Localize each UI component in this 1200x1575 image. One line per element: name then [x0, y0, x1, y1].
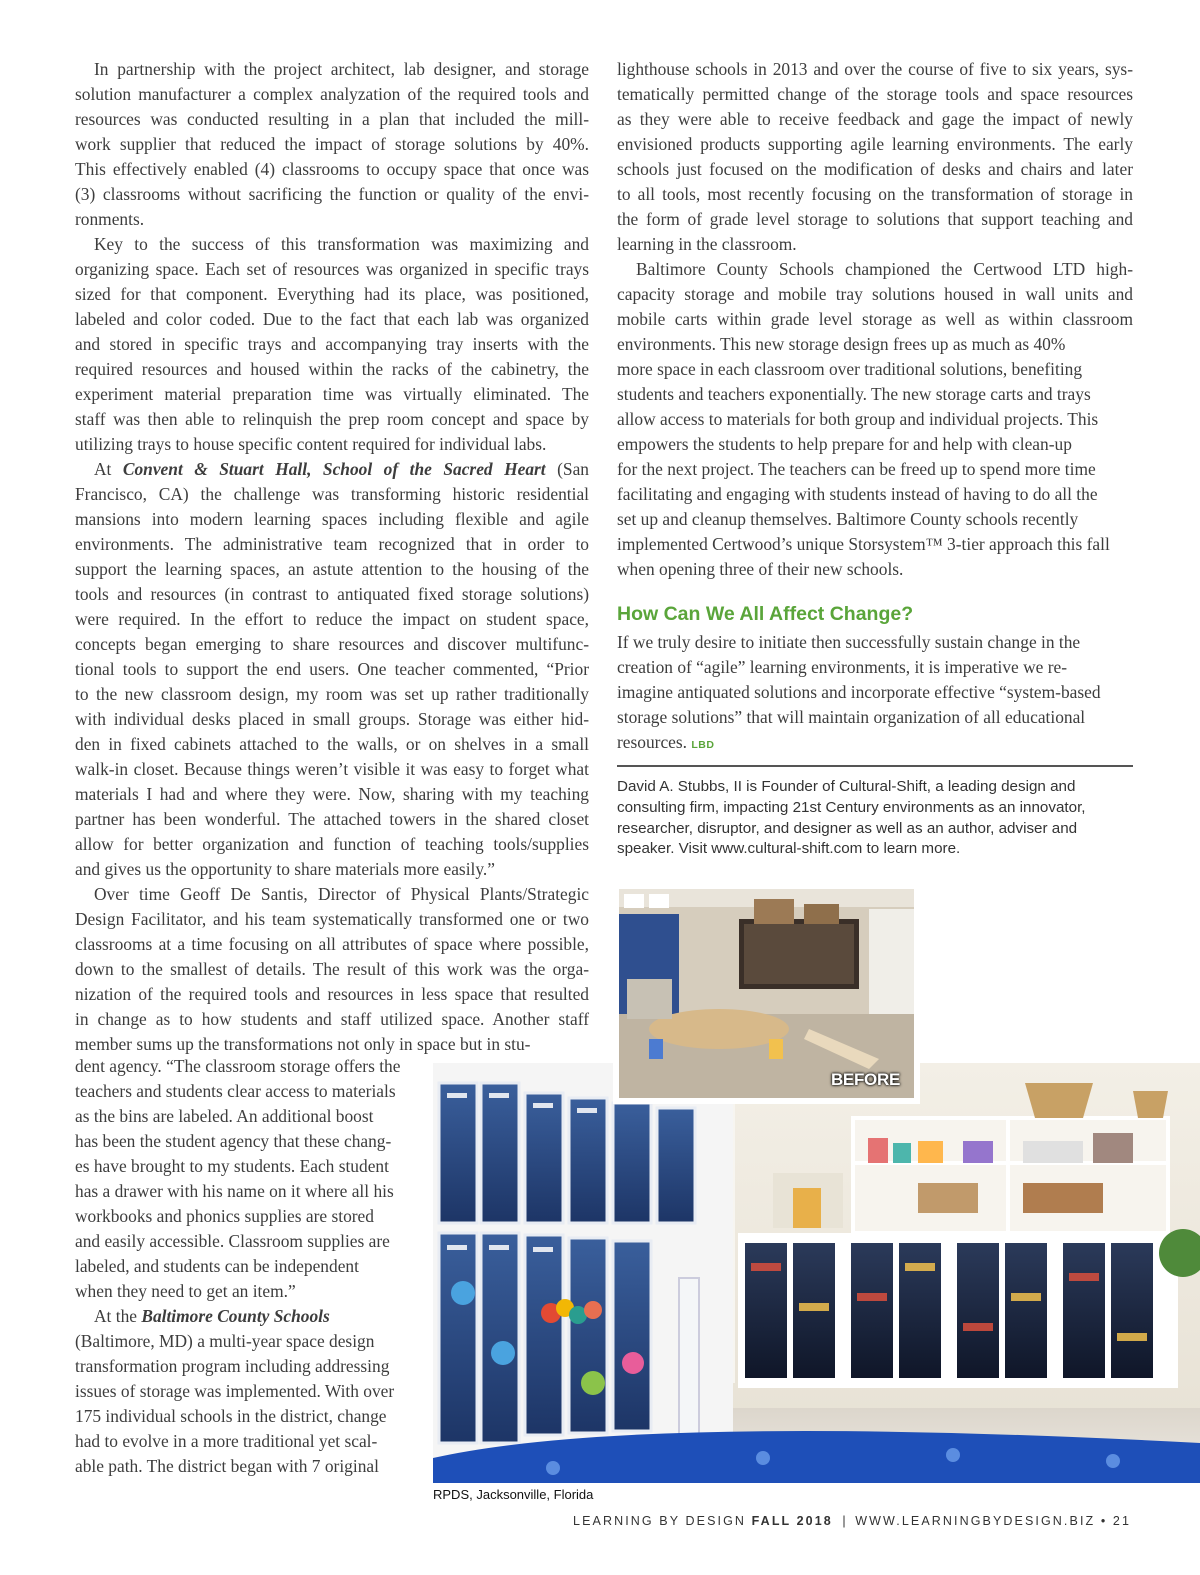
text-line	[617, 132, 1133, 157]
text-line	[75, 982, 589, 1007]
text-run: (Baltimore, MD) a multi-year space design	[75, 1331, 375, 1351]
text-run: tional tools to support the end users. One teacher commented, “Prior	[75, 659, 589, 679]
text-line	[617, 457, 1133, 482]
text-run: Francisco, CA) the challenge was transforming historic residential	[75, 484, 589, 504]
magazine-name: LEARNING BY DESIGN	[573, 1514, 747, 1528]
text-line	[617, 307, 1133, 332]
text-line	[75, 207, 589, 232]
text-line	[75, 657, 589, 682]
text-line	[75, 1204, 411, 1229]
text-run: and gives us the opportunity to share materials more easily.”	[75, 859, 495, 879]
text-run: when opening three of their new schools.	[617, 559, 904, 579]
text-line	[75, 357, 589, 382]
text-run: materials I had and where they were. Now, sharing with my teaching	[75, 784, 589, 804]
footer-divider: |	[842, 1514, 846, 1528]
text-line	[75, 732, 589, 757]
text-run: labeled, and students can be independent	[75, 1256, 359, 1276]
text-run: issues of storage was implemented. With over	[75, 1381, 395, 1401]
text-line	[75, 1454, 411, 1479]
text-line	[75, 1279, 411, 1304]
footer-bullet: •	[1100, 1514, 1108, 1528]
text-line	[617, 207, 1133, 232]
text-line	[75, 307, 589, 332]
text-line	[617, 407, 1133, 432]
text-line	[617, 680, 1133, 705]
text-run: organizing space. Each set of resources was organized in specific trays	[75, 259, 589, 279]
text-line	[617, 232, 1133, 257]
text-line	[75, 332, 589, 357]
school-name-emphasis: Convent & Stuart Hall, School of the Sacred Heart	[122, 459, 546, 479]
text-line	[75, 1254, 411, 1279]
text-line	[617, 157, 1133, 182]
text-run: walk-in closet. Because things weren’t visible it was easy to forget what	[75, 759, 589, 779]
bio-line: researcher, disruptor, and designer as well as an author, adviser and	[617, 819, 1078, 837]
text-run: nization of the required tools and resources in less space that resulted	[75, 984, 589, 1004]
text-run: classrooms at a time focusing on all attributes of space where possible,	[75, 934, 589, 954]
text-line	[75, 457, 589, 482]
right-column-text	[617, 57, 1133, 582]
left-column-text	[75, 57, 589, 1057]
text-run: as the bins are labeled. An additional boost	[75, 1106, 374, 1126]
text-run: labeled and color coded. Due to the fact that each lab was organized	[75, 309, 589, 329]
text-run: envisioned products supporting agile learning environments. The early	[617, 134, 1133, 154]
text-line	[75, 57, 589, 82]
text-line	[75, 107, 589, 132]
text-run: teachers and students clear access to materials	[75, 1081, 396, 1101]
text-line	[75, 1429, 411, 1454]
text-line	[75, 632, 589, 657]
text-line	[75, 807, 589, 832]
website-url: WWW.LEARNINGBYDESIGN.BIZ	[855, 1514, 1096, 1528]
text-run: sized for that component. Everything had its place, was positioned,	[75, 284, 589, 304]
text-run: If we truly desire to initiate then successfully sustain change in the	[617, 632, 1081, 652]
text-run: experiment material preparation time was virtually eliminated. The	[75, 384, 589, 404]
text-line	[75, 1229, 411, 1254]
text-run: es have brought to my students. Each student	[75, 1156, 389, 1176]
text-line	[617, 655, 1133, 680]
text-line	[75, 707, 589, 732]
text-run: the form of grade level storage to solutions that support teaching and	[617, 209, 1133, 229]
text-line	[75, 257, 589, 282]
text-run: empowers the students to help prepare for and help with clean-up	[617, 434, 1072, 454]
text-run: resources was conducted resulting in a plan that included the mill-	[75, 109, 589, 129]
text-line	[75, 932, 589, 957]
text-line	[617, 282, 1133, 307]
text-run: support the learning spaces, an astute attention to the housing of the	[75, 559, 589, 579]
text-run: has a drawer with his name on it where all his	[75, 1181, 394, 1201]
text-run: set up and cleanup themselves. Baltimore County schools recently	[617, 509, 1079, 529]
page-number: 21	[1112, 1514, 1131, 1528]
text-run: Over time Geoff De Santis, Director of Physical Plants/Strategic	[94, 884, 589, 904]
text-line	[617, 257, 1133, 282]
text-line	[75, 432, 589, 457]
text-run: ronments.	[75, 209, 145, 229]
text-line	[75, 582, 589, 607]
text-run: In partnership with the project architect, lab designer, and storage	[94, 59, 589, 79]
text-run: Design Facilitator, and his team systematically transformed one or two	[75, 909, 589, 929]
photo-caption: RPDS, Jacksonville, Florida	[433, 1487, 594, 1502]
text-run: Key to the success of this transformation was maximizing and	[94, 234, 589, 254]
text-run: den in fixed cabinets attached to the walls, or on shelves in a small	[75, 734, 589, 754]
text-line	[617, 432, 1133, 457]
section-body-text	[617, 630, 1133, 758]
text-run: able path. The district began with 7 original	[75, 1456, 379, 1476]
text-run: staff was then able to relinquish the prep room concept and space by	[75, 409, 589, 429]
text-line	[75, 1379, 411, 1404]
text-line	[617, 57, 1133, 82]
text-line	[75, 1329, 411, 1354]
text-run: allow for better organization and function of teaching tools/supplies	[75, 834, 589, 854]
end-mark-lbd: LBD	[691, 739, 715, 751]
text-run: tematically permitted change of the storage tools and space resources	[617, 84, 1133, 104]
text-run: learning in the classroom.	[617, 234, 797, 254]
text-line	[617, 482, 1133, 507]
text-run: to the new classroom design, my room was set up rather traditionally	[75, 684, 589, 704]
text-run: (San	[545, 459, 589, 479]
text-line	[75, 157, 589, 182]
text-line	[75, 1054, 411, 1079]
text-run: member sums up the transformations not only in space but in stu-	[75, 1034, 531, 1054]
text-run: in change as to how students and staff utilized space. Another staff	[75, 1009, 589, 1029]
text-line	[75, 132, 589, 157]
text-line	[75, 507, 589, 532]
text-line	[75, 1354, 411, 1379]
text-run: were required. In the effort to reduce the impact on student space,	[75, 609, 589, 629]
text-line	[75, 1007, 589, 1032]
text-run: partner has been wonderful. The attached towers in the shared closet	[75, 809, 589, 829]
text-run: solution manufacturer a complex analyzation of the required tools and	[75, 84, 589, 104]
text-run: when they need to get an item.”	[75, 1281, 296, 1301]
text-run: for the next project. The teachers can be freed up to spend more time	[617, 459, 1096, 479]
before-label: BEFORE	[830, 1070, 900, 1089]
text-line	[75, 682, 589, 707]
text-line	[617, 382, 1133, 407]
text-run: down to the smallest of details. The result of this work was the orga-	[75, 959, 589, 979]
text-line	[617, 182, 1133, 207]
text-run: environments. This new storage design frees up as much as 40%	[617, 334, 1066, 354]
text-line	[75, 882, 589, 907]
left-column-text-wrap	[75, 1054, 411, 1479]
text-line	[75, 532, 589, 557]
text-run: more space in each classroom over traditional solutions, benefiting	[617, 359, 1083, 379]
text-run: (3) classrooms without sacrificing the function or quality of the envi-	[75, 184, 589, 204]
text-run: resources.	[617, 732, 692, 752]
issue-label: FALL 2018	[751, 1514, 833, 1528]
text-line	[617, 82, 1133, 107]
text-line	[75, 482, 589, 507]
text-line	[75, 1104, 411, 1129]
text-line	[617, 630, 1133, 655]
bio-line: David A. Stubbs, II is Founder of Cultural-Shift, a leading design and	[617, 778, 1076, 795]
text-line	[617, 357, 1133, 382]
section-heading: How Can We All Affect Change?	[617, 603, 914, 625]
text-run: work supplier that reduced the impact of storage solutions by 40%.	[75, 134, 589, 154]
text-line	[75, 282, 589, 307]
bio-line: speaker. Visit www.cultural-shift.com to learn more.	[617, 840, 961, 858]
text-run: utilizing trays to house specific content required for individual labs.	[75, 434, 547, 454]
text-run: At the	[94, 1306, 142, 1326]
text-line	[75, 1179, 411, 1204]
text-run: implemented Certwood’s unique Storsystem™ 3-tier approach this fall	[617, 534, 1110, 554]
text-run: Baltimore County Schools championed the Certwood LTD high-	[636, 259, 1133, 279]
text-run: facilitating and engaging with students instead of having to do all the	[617, 484, 1098, 504]
text-line	[617, 730, 1133, 758]
text-line	[617, 705, 1133, 730]
text-line	[75, 182, 589, 207]
text-line	[75, 1129, 411, 1154]
bio-line: consulting firm, impacting 21st Century environments as an innovator,	[617, 798, 1086, 816]
bio-divider	[617, 765, 1133, 767]
text-run: tools and resources (in contrast to antiquated fixed storage solutions)	[75, 584, 589, 604]
text-line	[75, 857, 589, 882]
text-line	[75, 382, 589, 407]
text-run: students and teachers exponentially. The new storage carts and trays	[617, 384, 1091, 404]
text-run: and easily accessible. Classroom supplies are	[75, 1231, 390, 1251]
text-run: mansions into modern learning spaces including flexible and agile	[75, 509, 589, 529]
page-footer	[573, 1514, 1131, 1528]
school-name-emphasis: Baltimore County Schools	[141, 1306, 330, 1326]
text-run: At	[94, 459, 123, 479]
text-line	[75, 1079, 411, 1104]
text-line	[75, 782, 589, 807]
text-run: capacity storage and mobile tray solutions housed in wall units and	[617, 284, 1133, 304]
text-line	[75, 957, 589, 982]
text-run: concepts began emerging to share resources and discover multifunc-	[75, 634, 589, 654]
author-bio	[617, 777, 1133, 860]
text-line	[617, 507, 1133, 532]
text-run: schools just focused on the modification of desks and chairs and later	[617, 159, 1133, 179]
before-photo	[613, 883, 920, 1104]
text-line	[75, 232, 589, 257]
text-run: workbooks and phonics supplies are stored	[75, 1206, 374, 1226]
text-line	[75, 832, 589, 857]
text-run: storage solutions” that will maintain organization of all educational	[617, 707, 1086, 727]
text-run: mobile carts within grade level storage as well as within classroom	[617, 309, 1133, 329]
text-run: transformation program including addressing	[75, 1356, 390, 1376]
text-run: environments. The administrative team recognized that in order to	[75, 534, 589, 554]
text-line	[75, 82, 589, 107]
text-run: allow access to materials for both group and individual projects. This	[617, 409, 1099, 429]
text-run: required resources and housed within the racks of the cabinetry, the	[75, 359, 589, 379]
text-line	[75, 1304, 411, 1329]
text-line	[75, 607, 589, 632]
text-run: 175 individual schools in the district, change	[75, 1406, 387, 1426]
text-run: has been the student agency that these chang-	[75, 1131, 392, 1151]
text-run: lighthouse schools in 2013 and over the course of five to six years, sys-	[617, 59, 1133, 79]
text-line	[617, 532, 1133, 557]
text-run: to all tools, most recently focusing on the transformation of storage in	[617, 184, 1133, 204]
text-line	[617, 332, 1133, 357]
text-line	[617, 557, 1133, 582]
text-run: had to evolve in a more traditional yet scal-	[75, 1431, 378, 1451]
text-line	[75, 557, 589, 582]
text-line	[75, 407, 589, 432]
text-run: creation of “agile” learning environments, it is imperative we re-	[617, 657, 1068, 677]
text-run: dent agency. “The classroom storage offers the	[75, 1056, 401, 1076]
text-line	[75, 1154, 411, 1179]
text-line	[75, 1404, 411, 1429]
text-run: as they were able to receive feedback and gage the impact of newly	[617, 109, 1133, 129]
text-run: with individual desks placed in small groups. Storage was either hid-	[75, 709, 589, 729]
text-run: This effectively enabled (4) classrooms to occupy space that once was	[75, 159, 589, 179]
text-run: imagine antiquated solutions and incorporate effective “system-based	[617, 682, 1101, 702]
text-line	[75, 757, 589, 782]
classroom-storage-photo	[433, 1063, 1200, 1483]
text-run: and stored in specific trays and accompanying tray inserts with the	[75, 334, 589, 354]
text-line	[75, 907, 589, 932]
text-line	[617, 107, 1133, 132]
